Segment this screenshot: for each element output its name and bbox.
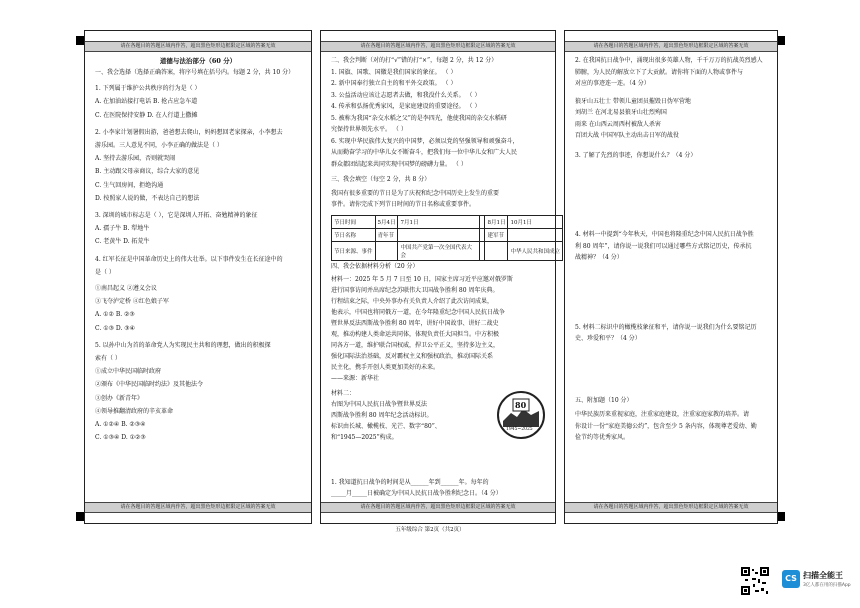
- text-line: 肺腑，为人民的解放立下了大贡献。请你将下面的人物或事件与: [575, 68, 744, 76]
- text-line: 4. 红军长征是中国革命历史上的伟大壮举。以下事件发生在长征途中的: [95, 255, 283, 263]
- text-line: 3. 公益活动应该让志愿者去做，和我没什么关系。 （ ）: [331, 91, 481, 99]
- text-line: 行程结束之际，中央外事办有关负责人介绍了此次访问成果，: [331, 297, 494, 305]
- table-cell: 8月1日: [485, 215, 508, 228]
- text-line: ①成立中华民国临时政府: [95, 368, 162, 376]
- table-cell: 中国共产党第一次全国代表大会: [398, 241, 480, 260]
- page-footer: 五年级综合 第2页（共2页）: [395, 527, 465, 533]
- text-line: ③飞夺泸定桥 ④红色娘子军: [95, 298, 169, 306]
- table-row: [332, 228, 563, 241]
- text-line: 5. 材料二标识中的橄榄枝象征和平，请你说一说我们为什么要铭记历: [575, 323, 757, 331]
- anniversary-emblem-icon: [497, 391, 545, 439]
- text-line: 史、珍爱和平？（4 分）: [575, 335, 641, 342]
- table-cell: 节日时间: [332, 215, 376, 228]
- answer-column-2: [320, 30, 560, 524]
- column-header-warning: 请在各题目的答题区域内作答，超出黑色矩形边框限定区域的答案无效: [321, 41, 555, 52]
- text-line: 我国有很多重要的节日是为了庆祝和纪念中国历史上发生的重要: [331, 189, 500, 197]
- text-line: A. ①② B. ②③: [95, 311, 135, 319]
- text-line: 他表示，中国也将同俄方一道，在今年隆重纪念中国人民抗日战争: [331, 308, 506, 316]
- text-line: 同各方一道，维护联合国权威，捍卫公平正义，坚持多边主义，: [331, 341, 500, 349]
- table-cell: 青年节: [375, 228, 398, 241]
- text-line: C. 老黄牛 D. 拓荒牛: [95, 238, 150, 246]
- table-cell: 10月1日: [508, 215, 563, 228]
- column-footer-warning: 请在各题目的答题区域内作答，超出黑色矩形边框限定区域的答案无效: [565, 502, 777, 513]
- table-cell: 5月4日: [375, 215, 398, 228]
- holiday-table: [331, 215, 563, 261]
- text-line: 中华民族历来重视家庭，注重家庭建设，注重家庭家教的培养。请: [575, 411, 750, 418]
- text-line: 索有（ ）: [95, 355, 121, 362]
- text-line: 俭节约等优秀家风。: [575, 434, 630, 441]
- table-cell: 节日来源、事件: [332, 241, 376, 260]
- text-line: 狼牙山五壮士 带领儿童团员摧毁日伪军营地: [575, 97, 691, 105]
- text-line: 3. 深圳的城市标志是（ ），它是深圳人开拓、奋勉精神的象征: [95, 212, 258, 219]
- table-cell: 节日名称: [332, 228, 376, 241]
- column-footer-warning: 请在各题目的答题区域内作答，超出黑色矩形边框限定区域的答案无效: [321, 502, 555, 513]
- table-cell: 中华人民共和国成立: [508, 241, 563, 260]
- text-line: 游乐园。三人意见不同，小李正确的做法是（ ）: [95, 142, 223, 149]
- text-line: 2. 小李家计划暑假出游，爸爸想去爬山，妈妈想回老家探亲，小李想去: [95, 128, 283, 136]
- text-line: 群众都团结起来共同实现中国梦的磅礴力量。 （ ）: [331, 160, 467, 168]
- emblem-number: 80: [515, 399, 527, 410]
- text-line: 标识由长城、橄榄枝、光芒、数字“80”、: [331, 422, 441, 430]
- text-line: ①南昌起义 ②遵义会议: [95, 285, 157, 292]
- text-line: D. 按照家人说的做，不表达自己的想法: [95, 194, 200, 202]
- qr-code-icon: [741, 567, 769, 595]
- column-header-warning: 请在各题目的答题区域内作答，超出黑色矩形边框限定区域的答案无效: [85, 41, 311, 52]
- text-line: 2. 新中国奉行独立自主的和平外交政策。 （ ）: [331, 80, 457, 87]
- text-line: 利 80 周年”，请你说一说我们可以通过哪些方式铭记历史，传承抗: [575, 242, 752, 250]
- text-line: 民主化，携手开创人类更加美好的未来。: [331, 363, 440, 371]
- text-line: C. 生气回房间，拒绝沟通: [95, 181, 164, 189]
- text-line: 4. 传承和弘扬优秀家风，是家庭建设的重要途径。 （ ）: [331, 103, 481, 110]
- text-line: 和“1945—2025”构成。: [331, 433, 398, 441]
- text-line: 6. 实现中华民族伟大复兴的中国梦，必须以党的坚强领导和顽强奋斗，: [331, 137, 519, 145]
- text-line: 1. 我知道抗日战争的时间是从______年到______年。每年的: [331, 478, 489, 486]
- column-3-content: [575, 57, 767, 499]
- text-line: 究保持世界领先水平。 （ ）: [331, 126, 407, 133]
- table-cell: 建军节: [485, 228, 508, 241]
- text-line: 2. 在我国抗日战争中，涌现出很多英雄人物，千千万万的抗战英烈感人: [575, 57, 763, 64]
- column-footer-warning: 请在各题目的答题区域内作答，超出黑色矩形边框限定区域的答案无效: [85, 502, 311, 513]
- text-line: 一、我会选择（选择正确答案，将序号填在括号内。每题 2 分，共 10 分）: [95, 69, 295, 76]
- text-line: A. 在加油站接打电话 B. 抢占应急车道: [95, 98, 198, 106]
- text-line: A. ①②④ B. ②③④: [95, 421, 146, 428]
- text-line: 你设计一份“家庭美德公约”，包含至少 5 条内容，体现尊老爱幼、勤: [575, 422, 757, 430]
- text-line: 西斯战争胜利 80 周年纪念活动标识。: [331, 411, 433, 419]
- text-line: 从而勤奋学习的中华儿女不断奋斗，把我们每一位中华儿女和广大人民: [331, 149, 518, 156]
- text-line: 观，推动构建人类命运共同体，体现负责任大国担当。中方积极: [331, 330, 500, 338]
- text-line: 5. 被称为我国“杂交水稻之父”的是李四光，他使我国的杂交水稻研: [331, 114, 507, 122]
- text-line: A. 孺子牛 B. 犁地牛: [95, 225, 150, 233]
- text-line: C. ①③④ D. ①②③: [95, 434, 146, 442]
- text-line: 材料二：: [331, 389, 356, 397]
- blank-answer-cell[interactable]: [398, 228, 480, 241]
- text-line: B. 主动跟父母亲商议，综合大家的意见: [95, 168, 200, 176]
- table-cell: 7月1日: [398, 215, 480, 228]
- text-line: 右图为中国人民抗日战争暨世界反法: [331, 400, 428, 408]
- text-line: 对应的事迹连一连。（4 分）: [575, 80, 650, 87]
- text-line: 暨世界反法西斯战争胜利 80 周年，讲好中国故事、讲好二战史: [331, 319, 499, 327]
- column-1-content: [95, 57, 301, 499]
- answer-column-1: [84, 30, 312, 524]
- text-line: 战精神？（4 分）: [575, 254, 623, 261]
- text-line: C. ①③ D. ③④: [95, 324, 136, 332]
- column-2-content: [331, 57, 560, 499]
- text-line: 雨来 在山西云周西村被敌人杀害: [575, 120, 661, 128]
- section-title: 道德与法治部分（60 分）: [159, 57, 237, 65]
- text-line: 四、我会依据材料分析（20 分）: [331, 262, 419, 270]
- camscanner-logo-icon: CS: [782, 570, 800, 588]
- table-row: [332, 215, 563, 228]
- blank-answer-cell[interactable]: [485, 241, 508, 260]
- text-line: 事件。请你完成下列节日时间的节日名称或重要事件。: [331, 201, 476, 208]
- text-line: 材料一：2025 年 5 月 7 日至 10 日，国家主席习近平应邀对俄罗斯: [331, 275, 513, 283]
- answer-column-3: [564, 30, 778, 524]
- scanner-tagline: 3亿人都在用的扫描App: [803, 583, 851, 588]
- text-line: 百团大战 中国军队主动出击日军的战役: [575, 132, 679, 139]
- text-line: ——来源：新华社: [331, 374, 380, 382]
- text-line: ②颁布《中华民国临时约法》及其他法令: [95, 381, 204, 389]
- table-row: [332, 241, 563, 260]
- text-line: ③创办《新青年》: [95, 394, 144, 402]
- blank-answer-cell[interactable]: [375, 241, 398, 260]
- text-line: 二、我会判断（对的打“√”错的打“×”，每题 2 分，共 12 分）: [331, 57, 498, 64]
- scanner-brand: 扫描全能王: [803, 571, 843, 580]
- text-line: 五、附加题（10 分）: [575, 396, 633, 404]
- emblem-years: 1945~2025: [506, 426, 533, 432]
- column-header-warning: 请在各题目的答题区域内作答，超出黑色矩形边框限定区域的答案无效: [565, 41, 777, 52]
- text-line: 三、我会填空（每空 2 分，共 8 分）: [331, 176, 431, 183]
- text-line: _____月_____日被确定为中国人民抗日战争胜利纪念日。（4 分）: [331, 489, 502, 497]
- text-line: 4. 材料一中提到“今年秋天，中国也将隆重纪念中国人民抗日战争胜: [575, 231, 754, 238]
- blank-answer-cell[interactable]: [508, 228, 563, 241]
- text-line: 5. 以孙中山为首的革命党人为实现民主共和的理想，做出的积极探: [95, 341, 271, 349]
- text-line: 强化国际法治基础，反对霸权主义和强权政治，推动国际关系: [331, 352, 494, 360]
- text-line: 刘胡兰 在河北易县狼牙山壮烈殉国: [575, 109, 667, 116]
- text-line: C. 在医院保持安静 D. 在人行道上撒摊: [95, 111, 198, 119]
- text-line: 进行国事访问并出席纪念苏联伟大卫国战争胜利 80 周年庆典。: [331, 286, 499, 294]
- text-line: 1. 国旗、国歌、国徽是我们国家的象征。 （ ）: [331, 68, 457, 76]
- text-line: A. 坚持去游乐园，否则就哭闹: [95, 155, 176, 163]
- text-line: ④领导推翻清政府的辛亥革命: [95, 407, 174, 415]
- text-line: 3. 了解了先烈的事迹，你想说什么？（4 分）: [575, 151, 697, 159]
- text-line: 是（ ）: [95, 268, 115, 276]
- text-line: 1. 下列属于维护公共秩序的行为是（ ）: [95, 85, 201, 93]
